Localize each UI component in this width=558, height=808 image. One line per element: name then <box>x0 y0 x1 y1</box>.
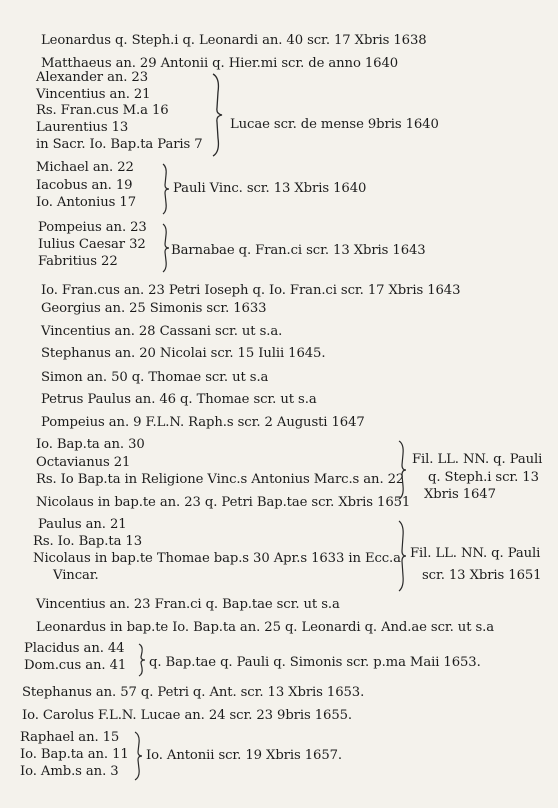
entry-line: Laurentius 13 <box>36 120 129 135</box>
entry-line: Stephanus an. 20 Nicolai scr. 15 Iulii 1645. <box>41 346 326 361</box>
entry-line: Vincentius an. 28 Cassani scr. ut s.a. <box>41 324 283 339</box>
brace-label: Xbris 1647 <box>424 487 496 502</box>
brace-label: Fil. LL. NN. q. Pauli <box>412 452 543 467</box>
entry-line: Fabritius 22 <box>38 254 118 269</box>
entry-line: Stephanus an. 57 q. Petri q. Ant. scr. 13 Xbris 1653. <box>22 685 365 700</box>
entry-line: Io. Bap.ta an. 11 <box>20 747 129 762</box>
entry-line: Octavianus 21 <box>36 455 131 470</box>
entry-line: Simon an. 50 q. Thomae scr. ut s.a <box>41 370 269 385</box>
brace-label: Fil. LL. NN. q. Pauli <box>410 546 541 561</box>
entry-line: Pompeius an. 23 <box>38 220 147 235</box>
entry-line: Vincentius an. 23 Fran.ci q. Bap.tae scr. ut s.a <box>36 597 340 612</box>
entry-line: Iacobus an. 19 <box>36 178 133 193</box>
brace-mark <box>136 643 146 677</box>
brace-label: q. Bap.tae q. Pauli q. Simonis scr. p.ma Maii 1653. <box>149 655 481 670</box>
entry-line: Leonardus in bap.te Io. Bap.ta an. 25 q. Leonardi q. And.ae scr. ut s.a <box>36 620 495 635</box>
entry-line: Io. Amb.s an. 3 <box>20 764 119 779</box>
entry-line: Michael an. 22 <box>36 160 134 175</box>
entry-line: Dom.cus an. 41 <box>24 658 127 673</box>
entry-line: Pompeius an. 9 F.L.N. Raph.s scr. 2 Augusti 1647 <box>41 415 365 430</box>
brace-label: Lucae scr. de mense 9bris 1640 <box>230 117 439 132</box>
brace-mark <box>160 223 170 273</box>
brace-label: Pauli Vinc. scr. 13 Xbris 1640 <box>173 181 367 196</box>
entry-line: Rs. Io. Bap.ta 13 <box>33 534 143 549</box>
entry-line: Georgius an. 25 Simonis scr. 1633 <box>41 301 267 316</box>
brace-label: Io. Antonii scr. 19 Xbris 1657. <box>146 748 343 763</box>
entry-line: Paulus an. 21 <box>38 517 127 532</box>
entry-line: Rs. Fran.cus M.a 16 <box>36 103 169 118</box>
brace-label: scr. 13 Xbris 1651 <box>422 568 542 583</box>
entry-line: Io. Fran.cus an. 23 Petri Ioseph q. Io. Fran.ci scr. 17 Xbris 1643 <box>41 283 461 298</box>
brace-mark <box>210 72 224 158</box>
brace-label: q. Steph.i scr. 13 <box>428 470 539 485</box>
entry-line: Vincar. <box>53 568 99 583</box>
entry-line: Placidus an. 44 <box>24 641 125 656</box>
entry-line: Raphael an. 15 <box>20 730 120 745</box>
entry-line: Alexander an. 23 <box>36 70 149 85</box>
entry-line: Matthaeus an. 29 Antonii q. Hier.mi scr. de anno 1640 <box>41 56 399 71</box>
entry-line: Petrus Paulus an. 46 q. Thomae scr. ut s.a <box>41 392 317 407</box>
entry-line: Vincentius an. 21 <box>36 87 151 102</box>
entry-line: in Sacr. Io. Bap.ta Paris 7 <box>36 137 203 152</box>
entry-line: Rs. Io Bap.ta in Religione Vinc.s Antonius Marc.s an. 22 <box>36 472 405 487</box>
brace-mark <box>396 440 408 500</box>
entry-line: Io. Antonius 17 <box>36 195 137 210</box>
entry-line: Iulius Caesar 32 <box>38 237 146 252</box>
brace-mark <box>132 731 144 781</box>
entry-line: Io. Bap.ta an. 30 <box>36 437 145 452</box>
entry-line: Leonardus q. Steph.i q. Leonardi an. 40 scr. 17 Xbris 1638 <box>41 33 427 48</box>
entry-line: Nicolaus in bap.te Thomae bap.s 30 Apr.s 1633 in Ecc.a <box>33 551 401 566</box>
entry-line: Io. Carolus F.L.N. Lucae an. 24 scr. 23 9bris 1655. <box>22 708 353 723</box>
brace-mark <box>396 520 408 592</box>
brace-mark <box>160 163 170 215</box>
brace-label: Barnabae q. Fran.ci scr. 13 Xbris 1643 <box>171 243 426 258</box>
entry-line: Nicolaus in bap.te an. 23 q. Petri Bap.tae scr. Xbris 1651 <box>36 495 411 510</box>
